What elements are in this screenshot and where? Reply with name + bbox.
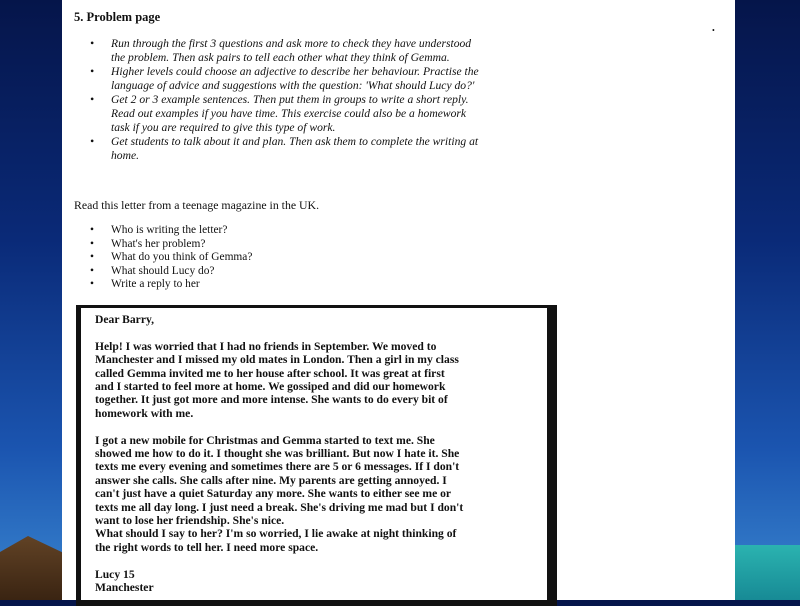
note-item [88, 93, 558, 135]
teacher-notes-list [88, 37, 558, 163]
letter-line: Help! I was worried that I had no friends in September. We moved to [95, 339, 437, 353]
letter-text [95, 313, 463, 594]
note-line: Read out examples if you have time. This exercise could also be a homework [111, 107, 467, 120]
question-item: • Who is writing the letter? [88, 224, 252, 238]
intro-text: Read this letter from a teenage magazine in the UK. [74, 198, 320, 212]
letter-line: called Gemma invited me to her house after school. It was great at first [95, 366, 445, 380]
letter-line: Lucy 15 [95, 567, 135, 581]
sea-decoration [730, 545, 800, 600]
letter-line: can't just have a quiet Saturday any more. She wants to either see me or [95, 487, 452, 501]
letter-line [95, 420, 463, 433]
letter-line: the right words to tell her. I need more space. [95, 540, 319, 554]
letter-box [76, 305, 557, 606]
note-line: • Get students to talk about it and plan. Then ask them to complete the writing at [111, 135, 479, 148]
letter-line [95, 554, 463, 567]
letter-line: and I started to feel more at home. We gossiped and did our homework [95, 380, 446, 394]
letter-line: showed me how to do it. I thought she was brilliant. But now I hate it. She [95, 447, 460, 461]
letter-line: Dear Barry, [95, 313, 155, 326]
scan-speck: • [712, 26, 715, 35]
letter-line: texts me all day long. I just need a break. She's driving me mad but I don't [95, 500, 464, 514]
section-heading: 5. Problem page [74, 10, 161, 24]
letter-line: Manchester [95, 581, 154, 595]
letter-line: together. It just got more and more intense. She wants to do every bit of [95, 393, 448, 407]
question-item: • Write a reply to her [88, 278, 252, 292]
question-item: • What's her problem? [88, 238, 252, 252]
letter-line: Manchester and I missed my old mates in London. Then a girl in my class [95, 353, 459, 367]
letter-line: What should I say to her? I'm so worried, I lie awake at night thinking of [95, 527, 457, 541]
note-line: • Higher levels could choose an adjective to describe her behaviour. Practise the [111, 65, 479, 78]
document-page [62, 0, 735, 600]
hill-decoration [0, 520, 70, 600]
note-line: task if you are required to give this type of work. [111, 121, 336, 134]
letter-line: I got a new mobile for Christmas and Gemma started to text me. She [95, 433, 435, 447]
question-item: • What should Lucy do? [88, 265, 252, 279]
note-line: • Get 2 or 3 example sentences. Then put them in groups to write a short reply. [111, 93, 469, 106]
note-line: the problem. Then ask pairs to tell each other what they think of Gemma. [111, 51, 450, 64]
letter-line [95, 326, 463, 339]
note-line: home. [111, 149, 140, 162]
note-line: language of advice and suggestions with the question: 'What should Lucy do?' [111, 79, 475, 92]
letter-line: texts me every evening and sometimes there are 5 or 6 messages. If I don't [95, 460, 460, 474]
note-item [88, 37, 558, 65]
questions-list [88, 224, 252, 292]
note-line: • Run through the first 3 questions and ask more to check they have understood [111, 37, 472, 50]
letter-line: homework with me. [95, 406, 194, 420]
letter-line: want to lose her friendship. She's nice. [95, 514, 285, 528]
question-item: • What do you think of Gemma? [88, 251, 252, 265]
letter-line: answer she calls. She calls after nine. My parents are getting annoyed. I [95, 473, 447, 487]
note-item [88, 135, 558, 163]
note-item [88, 65, 558, 93]
